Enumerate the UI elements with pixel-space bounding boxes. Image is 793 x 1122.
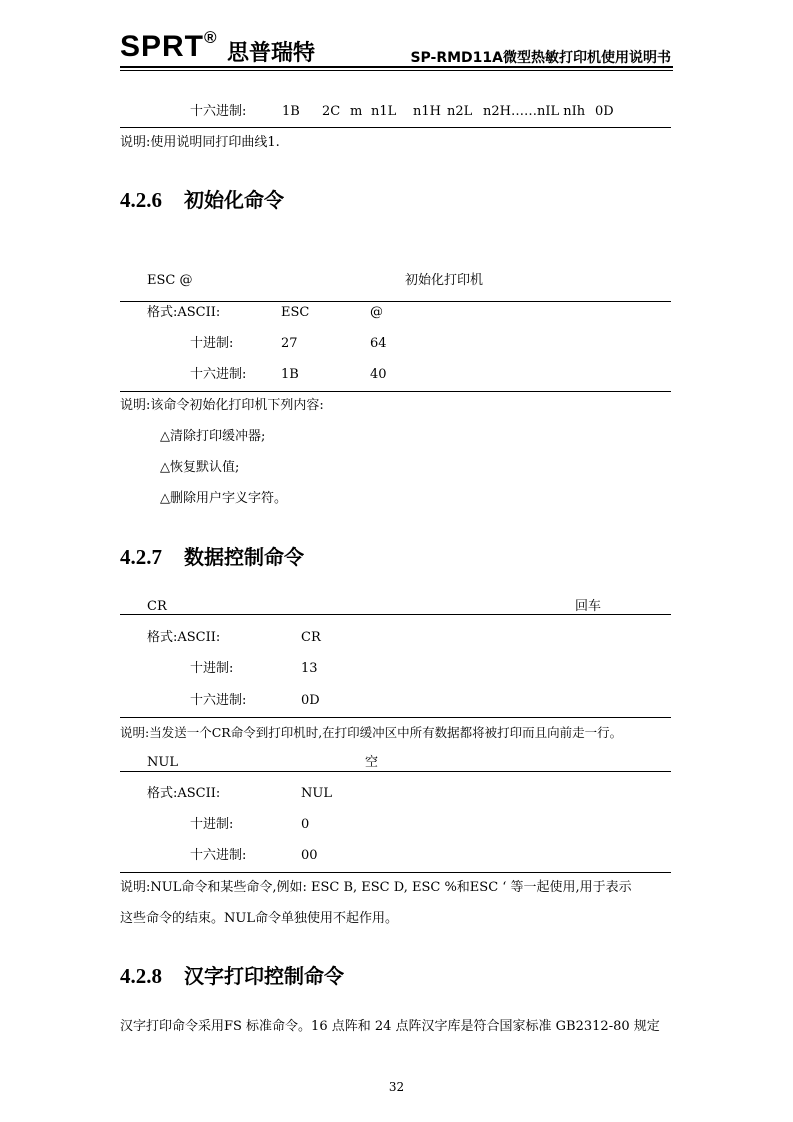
decimal-value: 13 (301, 661, 318, 676)
hex-value: n2H……nIL nIh (483, 104, 586, 119)
hex-value: 1B (282, 104, 300, 119)
note-text: 说明:NUL命令和某些命令,例如: ESC B, ESC D, ESC %和ESC ‘ 等一起使用,用于表示 (120, 880, 632, 895)
section-heading-4-2-8: 4.2.8 汉字打印控制命令 (120, 964, 344, 988)
note-text: 说明:该命令初始化打印机下列内容: (120, 398, 324, 413)
decimal-value: 27 (281, 336, 298, 351)
command-name: NUL (147, 755, 178, 770)
hex-value: 40 (370, 367, 387, 382)
ascii-value: @ (370, 305, 383, 320)
list-item: △恢复默认值; (160, 460, 240, 475)
list-item: △清除打印缓冲器; (160, 429, 266, 444)
ascii-value: CR (301, 630, 321, 645)
hex-value: 0D (595, 104, 614, 119)
hex-value: n2L (447, 104, 473, 119)
hex-value: 00 (301, 848, 318, 863)
hex-value: 2C (322, 104, 341, 119)
decimal-value: 0 (301, 817, 310, 832)
ascii-value: ESC (281, 305, 310, 320)
format-label: 格式:ASCII: (147, 786, 221, 801)
command-description: 空 (365, 755, 379, 770)
header-rule (120, 66, 673, 68)
table-rule (120, 391, 671, 392)
brand-logo: SPRT® (120, 28, 218, 63)
hex-value: n1H (413, 104, 441, 119)
ascii-value: NUL (301, 786, 332, 801)
decimal-label: 十进制: (190, 336, 234, 351)
page-number: 32 (388, 1080, 405, 1094)
hex-value: 0D (301, 693, 320, 708)
brand-chinese-name: 思普瑞特 (227, 41, 316, 66)
table-rule (120, 127, 671, 128)
paragraph: 汉字打印命令采用FS 标准命令。16 点阵和 24 点阵汉字库是符合国家标准 GB2312-80 规定 (120, 1019, 660, 1034)
hex-value: n1L (371, 104, 397, 119)
note-text: 说明:当发送一个CR命令到打印机时,在打印缓冲区中所有数据都将被打印而且向前走一行。 (120, 725, 623, 740)
command-name: CR (147, 599, 167, 614)
header-rule-thin (120, 70, 673, 71)
table-rule (120, 872, 671, 873)
list-item: △删除用户字义字符。 (160, 491, 287, 506)
section-heading-4-2-7: 4.2.7 数据控制命令 (120, 545, 304, 569)
decimal-label: 十进制: (190, 661, 234, 676)
hex-label: 十六进制: (190, 693, 247, 708)
hex-value: 1B (281, 367, 299, 382)
hex-label: 十六进制: (190, 848, 247, 863)
format-label: 格式:ASCII: (147, 305, 221, 320)
command-description: 回车 (575, 599, 602, 614)
hex-label: 十六进制: (190, 367, 247, 382)
decimal-label: 十进制: (190, 817, 234, 832)
section-heading-4-2-6: 4.2.6 初始化命令 (120, 188, 284, 212)
format-label: 格式:ASCII: (147, 630, 221, 645)
table-rule (120, 717, 671, 718)
table-rule (120, 614, 671, 615)
hex-value: m (350, 104, 363, 119)
table-rule (120, 301, 671, 302)
note-text: 说明:使用说明同打印曲线1. (120, 135, 280, 150)
command-name: ESC @ (147, 273, 193, 288)
hex-label: 十六进制: (190, 104, 247, 119)
note-text: 这些命令的结束。NUL命令单独使用不起作用。 (120, 911, 398, 926)
document-title: SP-RMD11A微型热敏打印机使用说明书 (410, 50, 671, 66)
table-rule (120, 771, 671, 772)
decimal-value: 64 (370, 336, 387, 351)
command-description: 初始化打印机 (405, 273, 484, 288)
